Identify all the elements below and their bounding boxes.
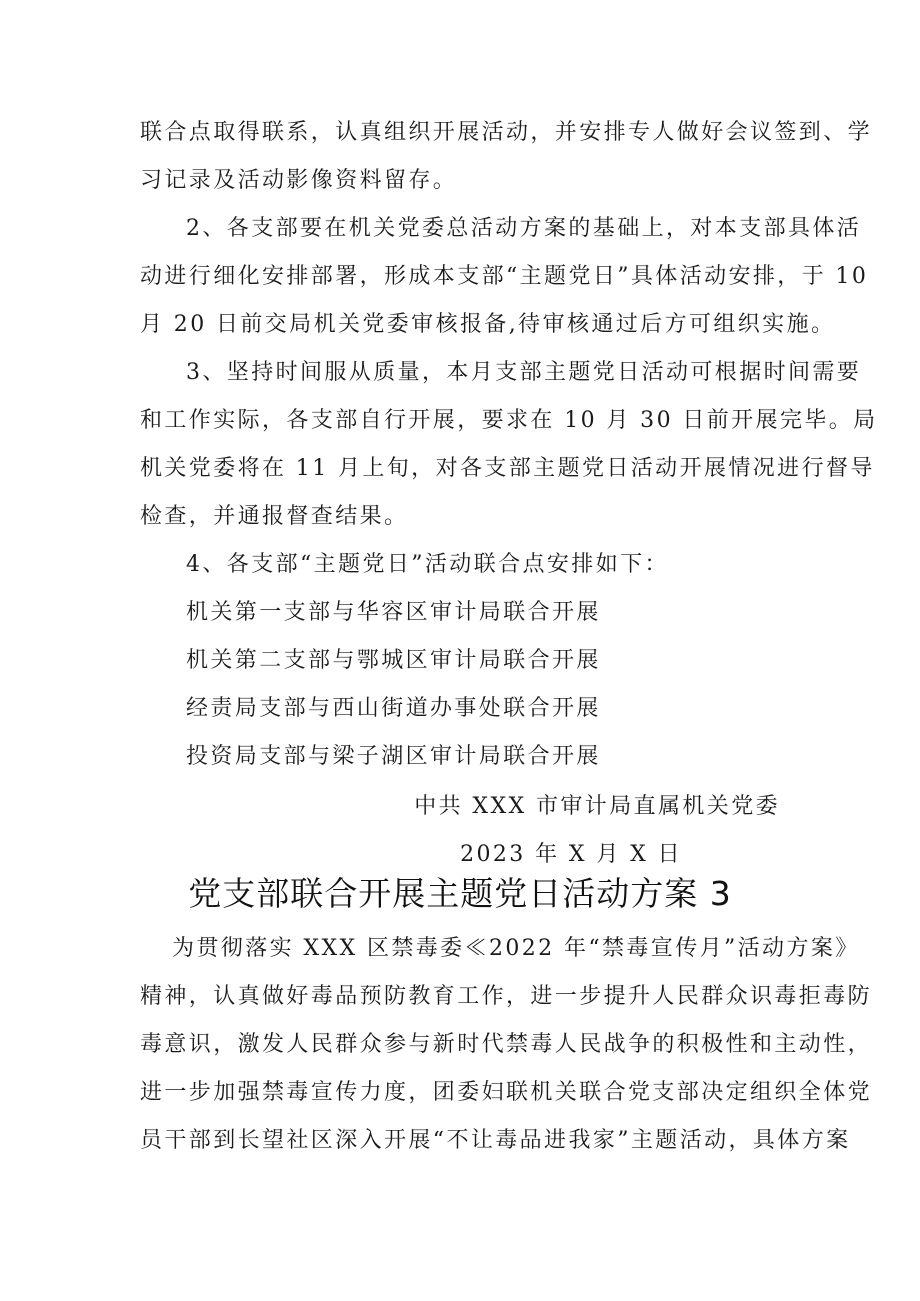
section-3-line-1: 为贯彻落实 XXX 区禁毒委≪2022 年“禁毒宣传月”活动方案》 — [172, 936, 860, 961]
section-3-line-3: 毒意识，激发人民群众参与新时代禁毒人民战争的积极性和主动性， — [140, 1032, 873, 1057]
item-4-intro: 4、各支部“主题党日”活动联合点安排如下： — [186, 552, 669, 577]
section-title: 党支部联合开展主题党日活动方案 3 — [188, 874, 732, 913]
section-3-line-5: 员干部到长望社区深入开展“不让毒品进我家”主题活动，具体方案 — [140, 1128, 851, 1153]
continuation-line-2: 习记录及活动影像资料留存。 — [140, 168, 458, 193]
item-3-line-1: 3、坚持时间服从质量，本月支部主题党日活动可根据时间需要 — [186, 360, 862, 385]
section-3-line-2: 精神，认真做好毒品预防教育工作，进一步提升人民群众识毒拒毒防 — [140, 984, 873, 1009]
continuation-line-1: 联合点取得联系，认真组织开展活动，并安排专人做好会议签到、学 — [140, 120, 873, 145]
item-3-line-3: 机关党委将在 11 月上旬，对各支部主题党日活动开展情况进行督导 — [140, 456, 875, 481]
arrangement-item: 经责局支部与西山街道办事处联合开展 — [186, 696, 601, 721]
item-3-line-2: 和工作实际，各支部自行开展，要求在 10 月 30 日前开展完毕。局 — [140, 408, 878, 433]
item-2-line-1: 2、各支部要在机关党委总活动方案的基础上，对本支部具体活 — [186, 216, 862, 241]
item-3-line-4: 检查，并通报督查结果。 — [140, 504, 409, 529]
signature-organization: 中共 XXX 市审计局直属机关党委 — [414, 794, 780, 819]
signature-date: 2023 年 X 月 X 日 — [460, 842, 682, 867]
item-2-line-3: 月 20 日前交局机关党委审核报备,待审核通过后方可组织实施。 — [140, 312, 836, 337]
item-2-line-2: 动进行细化安排部署，形成本支部“主题党日”具体活动安排，于 10 — [140, 264, 869, 289]
arrangement-item: 机关第二支部与鄂城区审计局联合开展 — [186, 648, 601, 673]
arrangement-item: 机关第一支部与华容区审计局联合开展 — [186, 600, 601, 625]
arrangement-item: 投资局支部与梁子湖区审计局联合开展 — [186, 744, 601, 769]
section-3-line-4: 进一步加强禁毒宣传力度，团委妇联机关联合党支部决定组织全体党 — [140, 1080, 873, 1105]
